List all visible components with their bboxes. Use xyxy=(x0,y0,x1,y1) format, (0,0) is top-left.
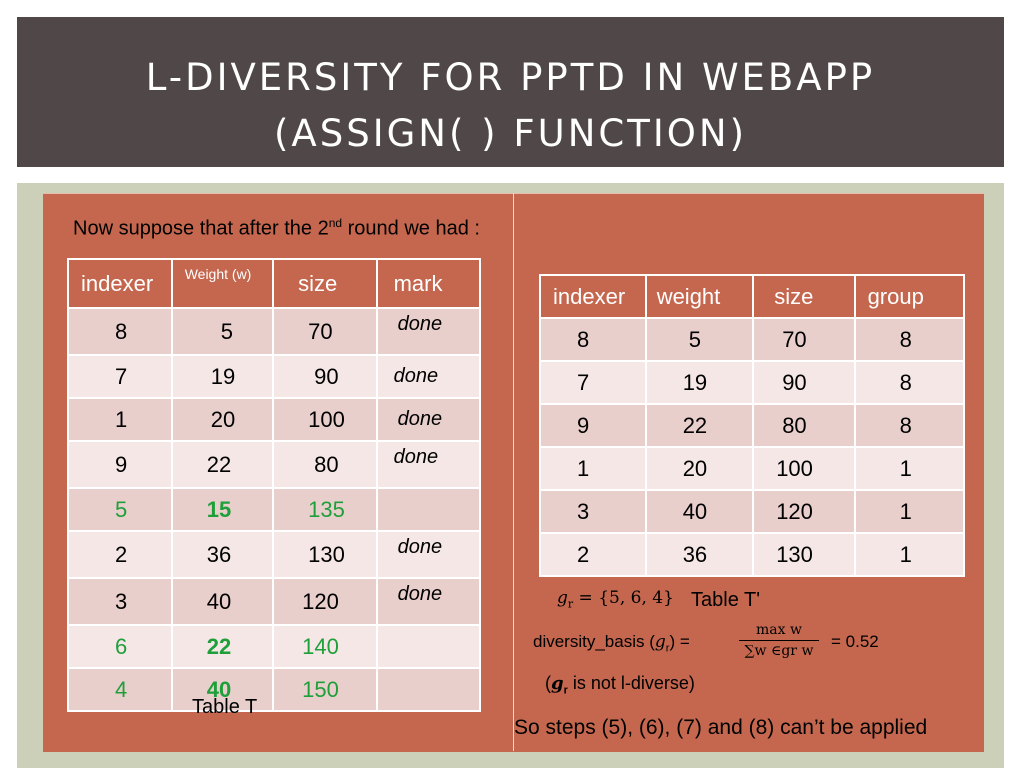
mark-cell: done xyxy=(377,578,480,625)
table-cell: 8 xyxy=(68,308,172,355)
table-cell: 8 xyxy=(855,404,964,447)
column-divider xyxy=(513,193,514,751)
mark-cell xyxy=(377,625,480,668)
intro-superscript: nd xyxy=(328,216,343,230)
formula-label xyxy=(533,632,690,654)
note-g: g xyxy=(551,673,564,694)
table-tp-header-row xyxy=(540,275,964,318)
table-cell: 20 xyxy=(646,447,754,490)
table-cell: 130 xyxy=(753,533,854,576)
slide-title xyxy=(17,50,1004,162)
table-cell: 70 xyxy=(753,318,854,361)
table-row xyxy=(68,625,480,668)
table-cell: 20 xyxy=(172,398,273,441)
table-cell: 1 xyxy=(855,447,964,490)
table-row xyxy=(540,533,964,576)
table-tp-header-group: group xyxy=(855,275,964,318)
table-tp-header-weight: weight xyxy=(646,275,754,318)
title-line-1: L-DIVERSITY FOR PPTD IN WEBAPP xyxy=(145,56,876,99)
table-cell: 3 xyxy=(68,578,172,625)
table-cell: 130 xyxy=(273,531,376,578)
table-t-header-indexer: indexer xyxy=(68,259,172,308)
table-cell: 36 xyxy=(646,533,754,576)
table-cell: 19 xyxy=(646,361,754,404)
gr-set xyxy=(557,588,674,610)
table-cell: 40 xyxy=(172,668,273,711)
table-cell: 90 xyxy=(753,361,854,404)
formula-fraction xyxy=(739,622,819,659)
table-cell: 9 xyxy=(540,404,646,447)
mark-cell: done xyxy=(377,441,480,488)
table-tp-caption: Table T' xyxy=(691,589,761,611)
table-cell: 135 xyxy=(273,488,376,531)
formula-g: g xyxy=(654,632,666,652)
table-cell: 5 xyxy=(172,308,273,355)
table-t-caption: Table T xyxy=(192,696,258,718)
conclusion-text: So steps (5), (6), (7) and (8) can’t be applied xyxy=(514,716,928,739)
table-cell: 9 xyxy=(68,441,172,488)
table-row xyxy=(68,668,480,711)
table-cell: 1 xyxy=(855,490,964,533)
table-cell: 19 xyxy=(172,355,273,398)
mark-cell: done xyxy=(377,398,480,441)
table-cell: 140 xyxy=(273,625,376,668)
table-cell: 80 xyxy=(273,441,376,488)
table-cell: 100 xyxy=(753,447,854,490)
table-cell: 22 xyxy=(172,625,273,668)
table-row xyxy=(540,318,964,361)
table-cell: 80 xyxy=(753,404,854,447)
mark-cell: done xyxy=(377,531,480,578)
table-cell: 1 xyxy=(540,447,646,490)
table-cell: 2 xyxy=(540,533,646,576)
formula-sub: r xyxy=(665,642,670,655)
table-cell: 5 xyxy=(68,488,172,531)
note-text: is not l-diverse) xyxy=(567,673,695,693)
table-row xyxy=(540,404,964,447)
table-cell: 22 xyxy=(172,441,273,488)
table-row xyxy=(540,361,964,404)
formula-denominator: ∑w ∈gr w xyxy=(744,643,814,659)
table-row xyxy=(68,441,480,488)
table-tp-header-size: size xyxy=(753,275,854,318)
formula-numerator: max w xyxy=(739,622,819,641)
not-diverse-note xyxy=(545,673,695,697)
table-cell: 100 xyxy=(273,398,376,441)
table-cell: 40 xyxy=(646,490,754,533)
mark-cell xyxy=(377,488,480,531)
table-cell: 1 xyxy=(855,533,964,576)
table-row xyxy=(68,578,480,625)
table-cell: 3 xyxy=(540,490,646,533)
table-cell: 90 xyxy=(273,355,376,398)
gr-set-values: = {5, 6, 4} xyxy=(573,588,674,608)
table-cell: 150 xyxy=(273,668,376,711)
table-cell: 7 xyxy=(540,361,646,404)
table-cell: 120 xyxy=(273,578,376,625)
table-cell: 7 xyxy=(68,355,172,398)
gr-subscript: r xyxy=(567,597,574,611)
table-cell: 4 xyxy=(68,668,172,711)
table-cell: 15 xyxy=(172,488,273,531)
table-t-header-weight: Weight (w) xyxy=(172,259,273,308)
table-cell: 120 xyxy=(753,490,854,533)
formula-label-text: diversity_basis ( xyxy=(533,632,655,651)
intro-text xyxy=(73,216,480,241)
table-t xyxy=(67,258,481,712)
mark-cell: done xyxy=(377,355,480,398)
intro-before: Now suppose that after the 2 xyxy=(73,217,329,240)
table-tp-header-indexer: indexer xyxy=(540,275,646,318)
table-row xyxy=(68,488,480,531)
table-t-header-row xyxy=(68,259,480,308)
intro-after: round we had : xyxy=(342,217,480,240)
table-cell: 70 xyxy=(273,308,376,355)
table-row xyxy=(540,447,964,490)
table-cell: 8 xyxy=(540,318,646,361)
formula-result: = 0.52 xyxy=(831,632,879,651)
table-cell: 1 xyxy=(68,398,172,441)
table-cell: 8 xyxy=(855,361,964,404)
note-open: ( xyxy=(545,673,551,693)
table-row xyxy=(540,490,964,533)
table-row xyxy=(68,531,480,578)
table-t-header-size: size xyxy=(273,259,376,308)
mark-cell: done xyxy=(377,308,480,355)
table-cell: 5 xyxy=(646,318,754,361)
formula-close: ) = xyxy=(669,632,690,651)
title-line-2: (ASSIGN( ) FUNCTION) xyxy=(274,112,747,155)
table-row xyxy=(68,308,480,355)
table-t-prime xyxy=(539,274,965,577)
gr-symbol: g xyxy=(557,588,568,608)
table-cell: 8 xyxy=(855,318,964,361)
table-cell: 2 xyxy=(68,531,172,578)
table-cell: 36 xyxy=(172,531,273,578)
table-row xyxy=(68,355,480,398)
table-cell: 22 xyxy=(646,404,754,447)
note-sub: r xyxy=(563,684,568,697)
table-t-header-mark: mark xyxy=(377,259,480,308)
table-row xyxy=(68,398,480,441)
table-cell: 40 xyxy=(172,578,273,625)
table-cell: 6 xyxy=(68,625,172,668)
mark-cell xyxy=(377,668,480,711)
